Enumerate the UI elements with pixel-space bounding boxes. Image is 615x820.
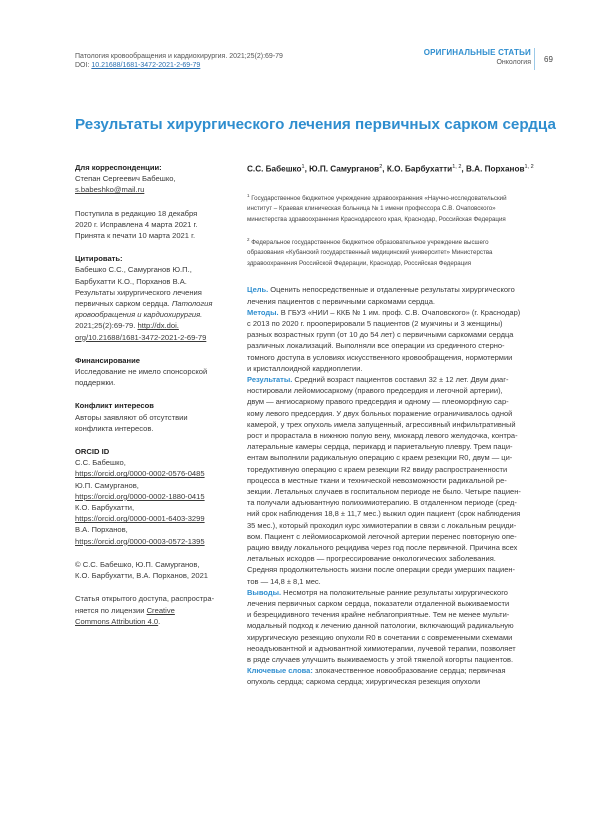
abstract-line: Оценить непосредственные и отдаленные результаты хирургического [270, 285, 515, 295]
affiliation-mark: 1 [247, 192, 250, 198]
cite-journal: Патология [171, 299, 213, 309]
affiliation [247, 235, 563, 269]
keywords-line: опухоль сердца; саркома сердца; хирургическая резекция опухоли [247, 677, 481, 687]
cite-heading: Цитировать: [75, 254, 123, 264]
author-separator: , [461, 164, 466, 174]
author-separator: , [304, 164, 310, 174]
affiliation-line: Государственное бюджетное учреждение здравоохранения «Научно-исследовательский [251, 194, 507, 202]
methods-label: Методы. [247, 307, 279, 317]
article-title: Результаты хирургического лечения первичных сарком сердца [75, 116, 556, 133]
left-sidebar [75, 162, 240, 639]
abstract-line: различных локализаций. Выполняли все операции из срединного стерно- [247, 341, 505, 351]
abstract-line: зекции. Летальных случаев в госпитальном периоде не было. Четыре пациен- [247, 486, 521, 496]
license-line: Статья открытого доступа, распростра- [75, 594, 215, 604]
cite-line: Барбухатти К.О., Порханов В.А. [75, 276, 187, 286]
affiliation-line: образования «Кубанский государственный медицинский университет» Министерства [247, 249, 493, 257]
affiliation-line: министерства здравоохранения Краснодарского края, Краснодар, Российская Федерация [247, 215, 506, 223]
date-line: Поступила в редакцию 18 декабря [75, 208, 198, 218]
abstract-line: В ГБУЗ «НИИ – ККБ № 1 им. проф. С.В. Очаповского» (г. Краснодар) [280, 307, 521, 317]
page-number: 69 [544, 55, 553, 64]
license-line: няется по лицензии [75, 605, 145, 615]
orcid-author: С.С. Бабешко, [75, 458, 126, 468]
conclusions-label: Выводы. [247, 587, 282, 597]
doi-link[interactable]: 10.21688/1681-3472-2021-2-69-79 [91, 62, 201, 69]
orcid-heading: ORCID ID [75, 447, 110, 457]
abstract-line: вом. Пациент с лейомиосаркомой легочной артерии перенес повторную опе- [247, 531, 517, 541]
correspondence-email[interactable]: s.babeshko@mail.ru [75, 185, 145, 195]
funding-section [75, 355, 240, 389]
section-name: ОРИГИНАЛЬНЫЕ СТАТЬИ [423, 48, 531, 57]
funding-heading: Финансирование [75, 355, 140, 365]
orcid-link[interactable]: https://orcid.org/0000-0003-0572-1395 [75, 536, 205, 546]
author-name: Ю.П. Самурганов [309, 164, 380, 174]
abstract-line: и безрецидивного течения крайне неблагоприятные. Тем не менее мульти- [247, 610, 510, 620]
affiliation-line: здравоохранения Российской Федерации, Краснодар, Российская Федерация [247, 259, 472, 267]
author-list [247, 162, 563, 175]
abstract-line: ентам выполнили радикальную операцию с краем резекции R0, двум — ци- [247, 453, 513, 463]
abstract-line: модальный подход к лечению данной патологии, включающий радикальную [247, 621, 514, 631]
date-line: 2020 г. Исправлена 4 марта 2021 г. [75, 219, 198, 229]
journal-header [75, 52, 375, 70]
correspondence-section [75, 162, 240, 196]
conflict-section [75, 400, 240, 434]
abstract-line: 35 мес.), который проходил курс химиотерапии в связи с локальным рециди- [247, 520, 517, 530]
abstract-line: рост и прорастала в нижнюю полую вену, миокард левого желудочка, контра- [247, 430, 518, 440]
abstract-line: латеральные камеры сердца, перикард и париетальную плевру. Трем паци- [247, 442, 513, 452]
abstract-line: томного доступа в условиях искусственного кровообращения, нормотермии [247, 352, 513, 362]
cite-line: Бабешко С.С., Самурганов Ю.П., [75, 265, 192, 275]
abstract-line: ностировали лейомиосаркому (правого предсердия и легочной артерии), [247, 386, 503, 396]
author-name: К.О. Барбухатти [386, 164, 453, 174]
cite-section [75, 253, 240, 343]
affiliation-mark: 2 [247, 237, 250, 243]
abstract-line: Средний возраст пациентов составил 32 ± 12 лет. Двум диаг- [294, 374, 509, 384]
affiliation-line: институт – Краевая клиническая больница № 1 имени профессора С.В. Очаповского» [247, 205, 496, 213]
abstract-line: та получали адъювантную полихимиотерапию. В отдаленном периоде (сред- [247, 498, 517, 508]
abstract-line: двум — ангиосаркому правого предсердия и одному — плеоморфную сар- [247, 397, 509, 407]
abstract-line: тов — 14,8 ± 8,1 мес. [247, 576, 321, 586]
abstract-line: неоадъювантной и адъювантной химиотерапии, лучевой терапии, позволяет [247, 643, 516, 653]
orcid-link[interactable]: https://orcid.org/0000-0002-0576-0485 [75, 469, 205, 479]
abstract-line: камерой, у трех опухоль имела запущенный, агрессивный инфильтративный [247, 419, 516, 429]
author-separator: , [382, 164, 387, 174]
affiliation [247, 191, 563, 225]
keywords-label: Ключевые слова: [247, 666, 313, 676]
abstract-line: ний срок наблюдения 18,8 ± 11,7 мес.) выжил один пациент (срок наблюдения [247, 509, 521, 519]
license-link[interactable]: Commons Attribution 4.0 [75, 616, 159, 626]
cite-line: Результаты хирургического лечения [75, 287, 202, 297]
aim-label: Цель. [247, 285, 269, 295]
date-line: Принята к печати 10 марта 2021 г. [75, 231, 196, 241]
correspondence-name: Степан Сергеевич Бабешко, [75, 174, 176, 184]
dates-section [75, 208, 240, 242]
abstract-line: лечения первичных сарком сердца, показатели отдаленной выживаемости [247, 598, 510, 608]
funding-line: поддержки. [75, 378, 116, 388]
main-column [247, 162, 563, 688]
copyright-line: © С.С. Бабешко, Ю.П. Самурганов, [75, 559, 200, 569]
cite-line: первичных сарком сердца. [75, 299, 170, 309]
copyright-line: К.О. Барбухатти, В.А. Порханов, 2021 [75, 571, 209, 581]
funding-line: Исследование не имело спонсорской [75, 367, 208, 377]
license-section [75, 593, 240, 627]
cite-doi-link[interactable]: org/10.21688/1681-3472-2021-2-69-79 [75, 332, 207, 342]
abstract-line: торедуктивную операцию с краем резекции R2 ввиду распространенности [247, 464, 508, 474]
doi-label: DOI: [75, 62, 90, 69]
author-affiliation-mark: 1 [301, 164, 305, 170]
affiliation-line: Федеральное государственное бюджетное образовательное учреждение высшего [251, 239, 489, 247]
section-header [395, 48, 531, 67]
abstract-line: в ряде случаев улучшить выживаемость у этой тяжелой когорты пациентов. [247, 655, 514, 664]
orcid-author: В.А. Порханов, [75, 525, 128, 535]
orcid-author: К.О. Барбухатти, [75, 503, 135, 513]
author-affiliation-mark: 1, 2 [452, 164, 462, 170]
orcid-author: Ю.П. Самурганов, [75, 480, 139, 490]
abstract-line: разных возрастных групп (от 10 до 54 лет) с первичными саркомами сердца [247, 330, 514, 340]
cite-doi-link[interactable]: http://dx.doi. [137, 321, 179, 331]
conflict-line: Авторы заявляют об отсутствии [75, 412, 188, 422]
abstract-line: кому левого предсердия. У двух больных поражение ограничивалось одной [247, 408, 513, 418]
abstract-line: Средняя продолжительность жизни после операции среди умерших пациен- [247, 565, 516, 575]
abstract [247, 284, 563, 687]
author-affiliation-mark: 1, 2 [524, 164, 534, 170]
abstract-line: Несмотря на положительные ранние результаты хирургического [283, 587, 508, 597]
subsection-name: Онкология [496, 59, 531, 66]
conflict-heading: Конфликт интересов [75, 401, 154, 411]
abstract-line: с 2013 по 2020 г. прооперировали 5 пациентов (2 мужчины и 3 женщины) [247, 318, 503, 328]
cite-line: 2021;25(2):69-79. [75, 321, 136, 331]
orcid-link[interactable]: https://orcid.org/0000-0002-1880-0415 [75, 491, 205, 501]
author-affiliation-mark: 2 [379, 164, 383, 170]
keywords-line: злокачественное новообразование сердца; первичная [314, 666, 506, 676]
results-label: Результаты. [247, 374, 293, 384]
abstract-line: хирургическую резекцию опухоли R0 в сочетании с современными схемами [247, 632, 513, 642]
copyright-section [75, 559, 240, 581]
abstract-line: рацию ввиду локального рецидива через год после первичной. Причина всех [247, 542, 518, 552]
conflict-line: конфликта интересов. [75, 423, 154, 433]
author-name: В.А. Порханов [465, 164, 525, 174]
journal-citation: Патология кровообращения и кардиохирургия. 2021;25(2):69-79 [75, 53, 283, 60]
header-divider [534, 48, 535, 70]
license-link[interactable]: Creative [146, 605, 175, 615]
orcid-section [75, 446, 240, 547]
abstract-line: процесса в местные ткани и технической невозможности радикальной ре- [247, 475, 507, 485]
abstract-line: летальных исходов — прогрессирование онкологических заболевания. [247, 554, 496, 564]
author-name: С.С. Бабешко [247, 164, 302, 174]
header-doi [75, 61, 375, 70]
abstract-line: и кристаллоидной кардиоплегии. [247, 363, 363, 373]
orcid-link[interactable]: https://orcid.org/0000-0001-6403-3299 [75, 514, 205, 524]
cite-journal: кровообращения и кардиохирургия. [75, 310, 203, 320]
abstract-line: лечения пациентов с первичными саркомами сердца. [247, 296, 435, 306]
correspondence-heading: Для корреспонденции: [75, 163, 162, 172]
license-suffix: . [158, 616, 161, 626]
